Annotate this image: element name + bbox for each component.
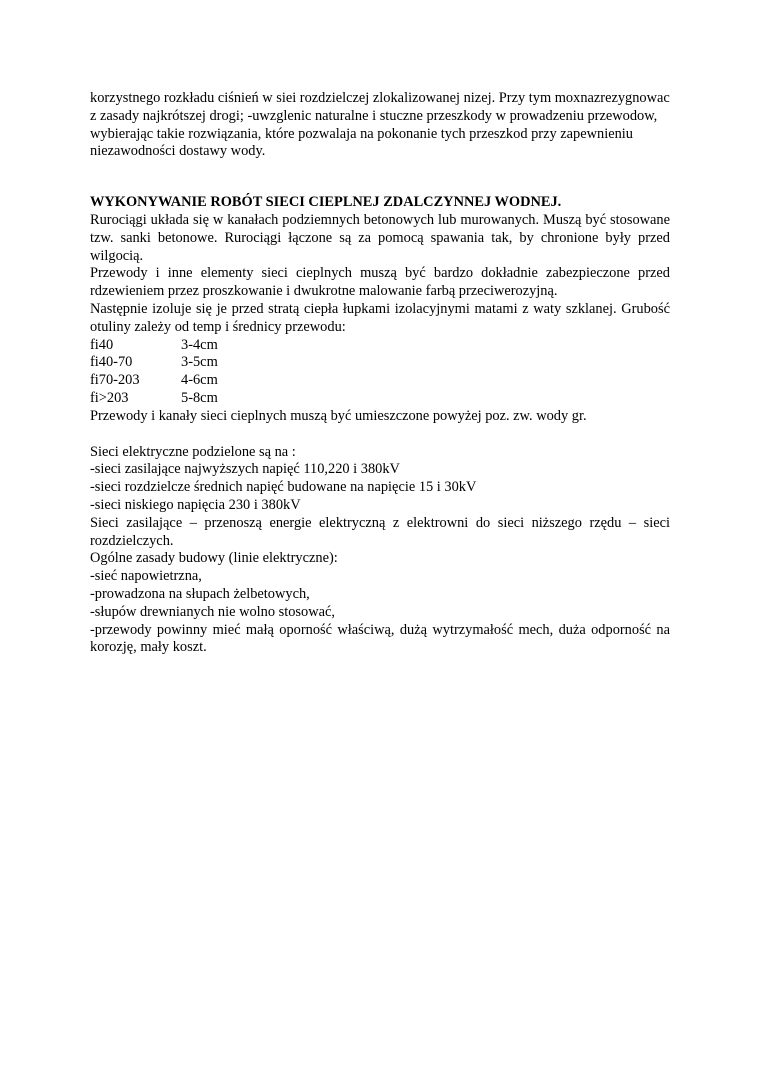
diameter-cell: fi40 <box>90 336 114 353</box>
document-body <box>90 90 670 657</box>
diameter-cell: fi40-70 <box>90 354 133 371</box>
list-item: -sieci rozdzielcze średnich napięć budowane na napięcie 15 i 30kV <box>90 479 477 496</box>
section-heading: WYKONYWANIE ROBÓT SIECI CIEPLNEJ ZDALCZYNNEJ WODNEJ. <box>90 194 562 211</box>
construction-rules-intro: Ogólne zasady budowy (linie elektryczne): <box>90 550 338 567</box>
table-row <box>90 354 218 372</box>
paragraph-insulation: Następnie izoluje się je przed stratą ciepła łupkami izolacyjnymi matami z waty szklanej. Grubość otuliny zależy od temp i średnicy przewodu: <box>90 300 670 335</box>
paragraph-pipelines: Rurociągi układa się w kanałach podziemnych betonowych lub murowanych. Muszą być stosowane tzw. sanki betonowe. Rurociągi łączone są za pomocą spawania tak, by chronione były przed wilgocią. <box>90 211 670 264</box>
table-row <box>90 337 218 355</box>
list-item: -sieci zasilające najwyższych napięć 110,220 i 380kV <box>90 461 400 478</box>
list-item: -prowadzona na słupach żelbetowych, <box>90 585 310 602</box>
table-row <box>90 390 218 408</box>
diameter-cell: fi70-203 <box>90 372 140 389</box>
thickness-cell: 3-4cm <box>181 336 218 353</box>
thickness-cell: 5-8cm <box>181 389 218 406</box>
intro-paragraph: korzystnego rozkładu ciśnień w siei rozdzielczej zlokalizowanej nizej. Przy tym moxnazrezygnowac z zasady najkrótszej drogi; -uwzglenic naturalne i stuczne przeszkody w prowadzeniu przewodow, wybierając takie rozwiązania, które pozwalaja na pokonanie tych przeszkod przy zapewnieniu niezawodności dostawy wody. <box>90 90 670 160</box>
thickness-cell: 4-6cm <box>181 372 218 389</box>
list-item: -sieć napowietrzna, <box>90 568 202 585</box>
insulation-thickness-table <box>90 337 218 408</box>
list-item: -przewody powinny mieć małą oporność właściwą, dużą wytrzymałość mech, duża odporność na korozję, mały koszt. <box>90 621 670 656</box>
paragraph-placement: Przewody i kanały sieci cieplnych muszą być umieszczone powyżej poz. zw. wody gr. <box>90 407 587 424</box>
paragraph-rust-protection: Przewody i inne elementy sieci cieplnych muszą być bardzo dokładnie zabezpieczone przed rdzewieniem przez proszkowanie i dwukrotne malowanie farbą przeciwerozyjną. <box>90 265 670 300</box>
list-item: -sieci niskiego napięcia 230 i 380kV <box>90 496 301 513</box>
table-row <box>90 372 218 390</box>
paragraph-gap <box>90 426 670 444</box>
diameter-cell: fi>203 <box>90 389 129 406</box>
thickness-cell: 3-5cm <box>181 354 218 371</box>
electric-networks-intro: Sieci elektryczne podzielone są na : <box>90 443 296 460</box>
list-item: -słupów drewnianych nie wolno stosować, <box>90 603 335 620</box>
paragraph-supply-networks: Sieci zasilające – przenoszą energie elektryczną z elektrowni do sieci niższego rzędu – sieci rozdzielczych. <box>90 514 670 549</box>
